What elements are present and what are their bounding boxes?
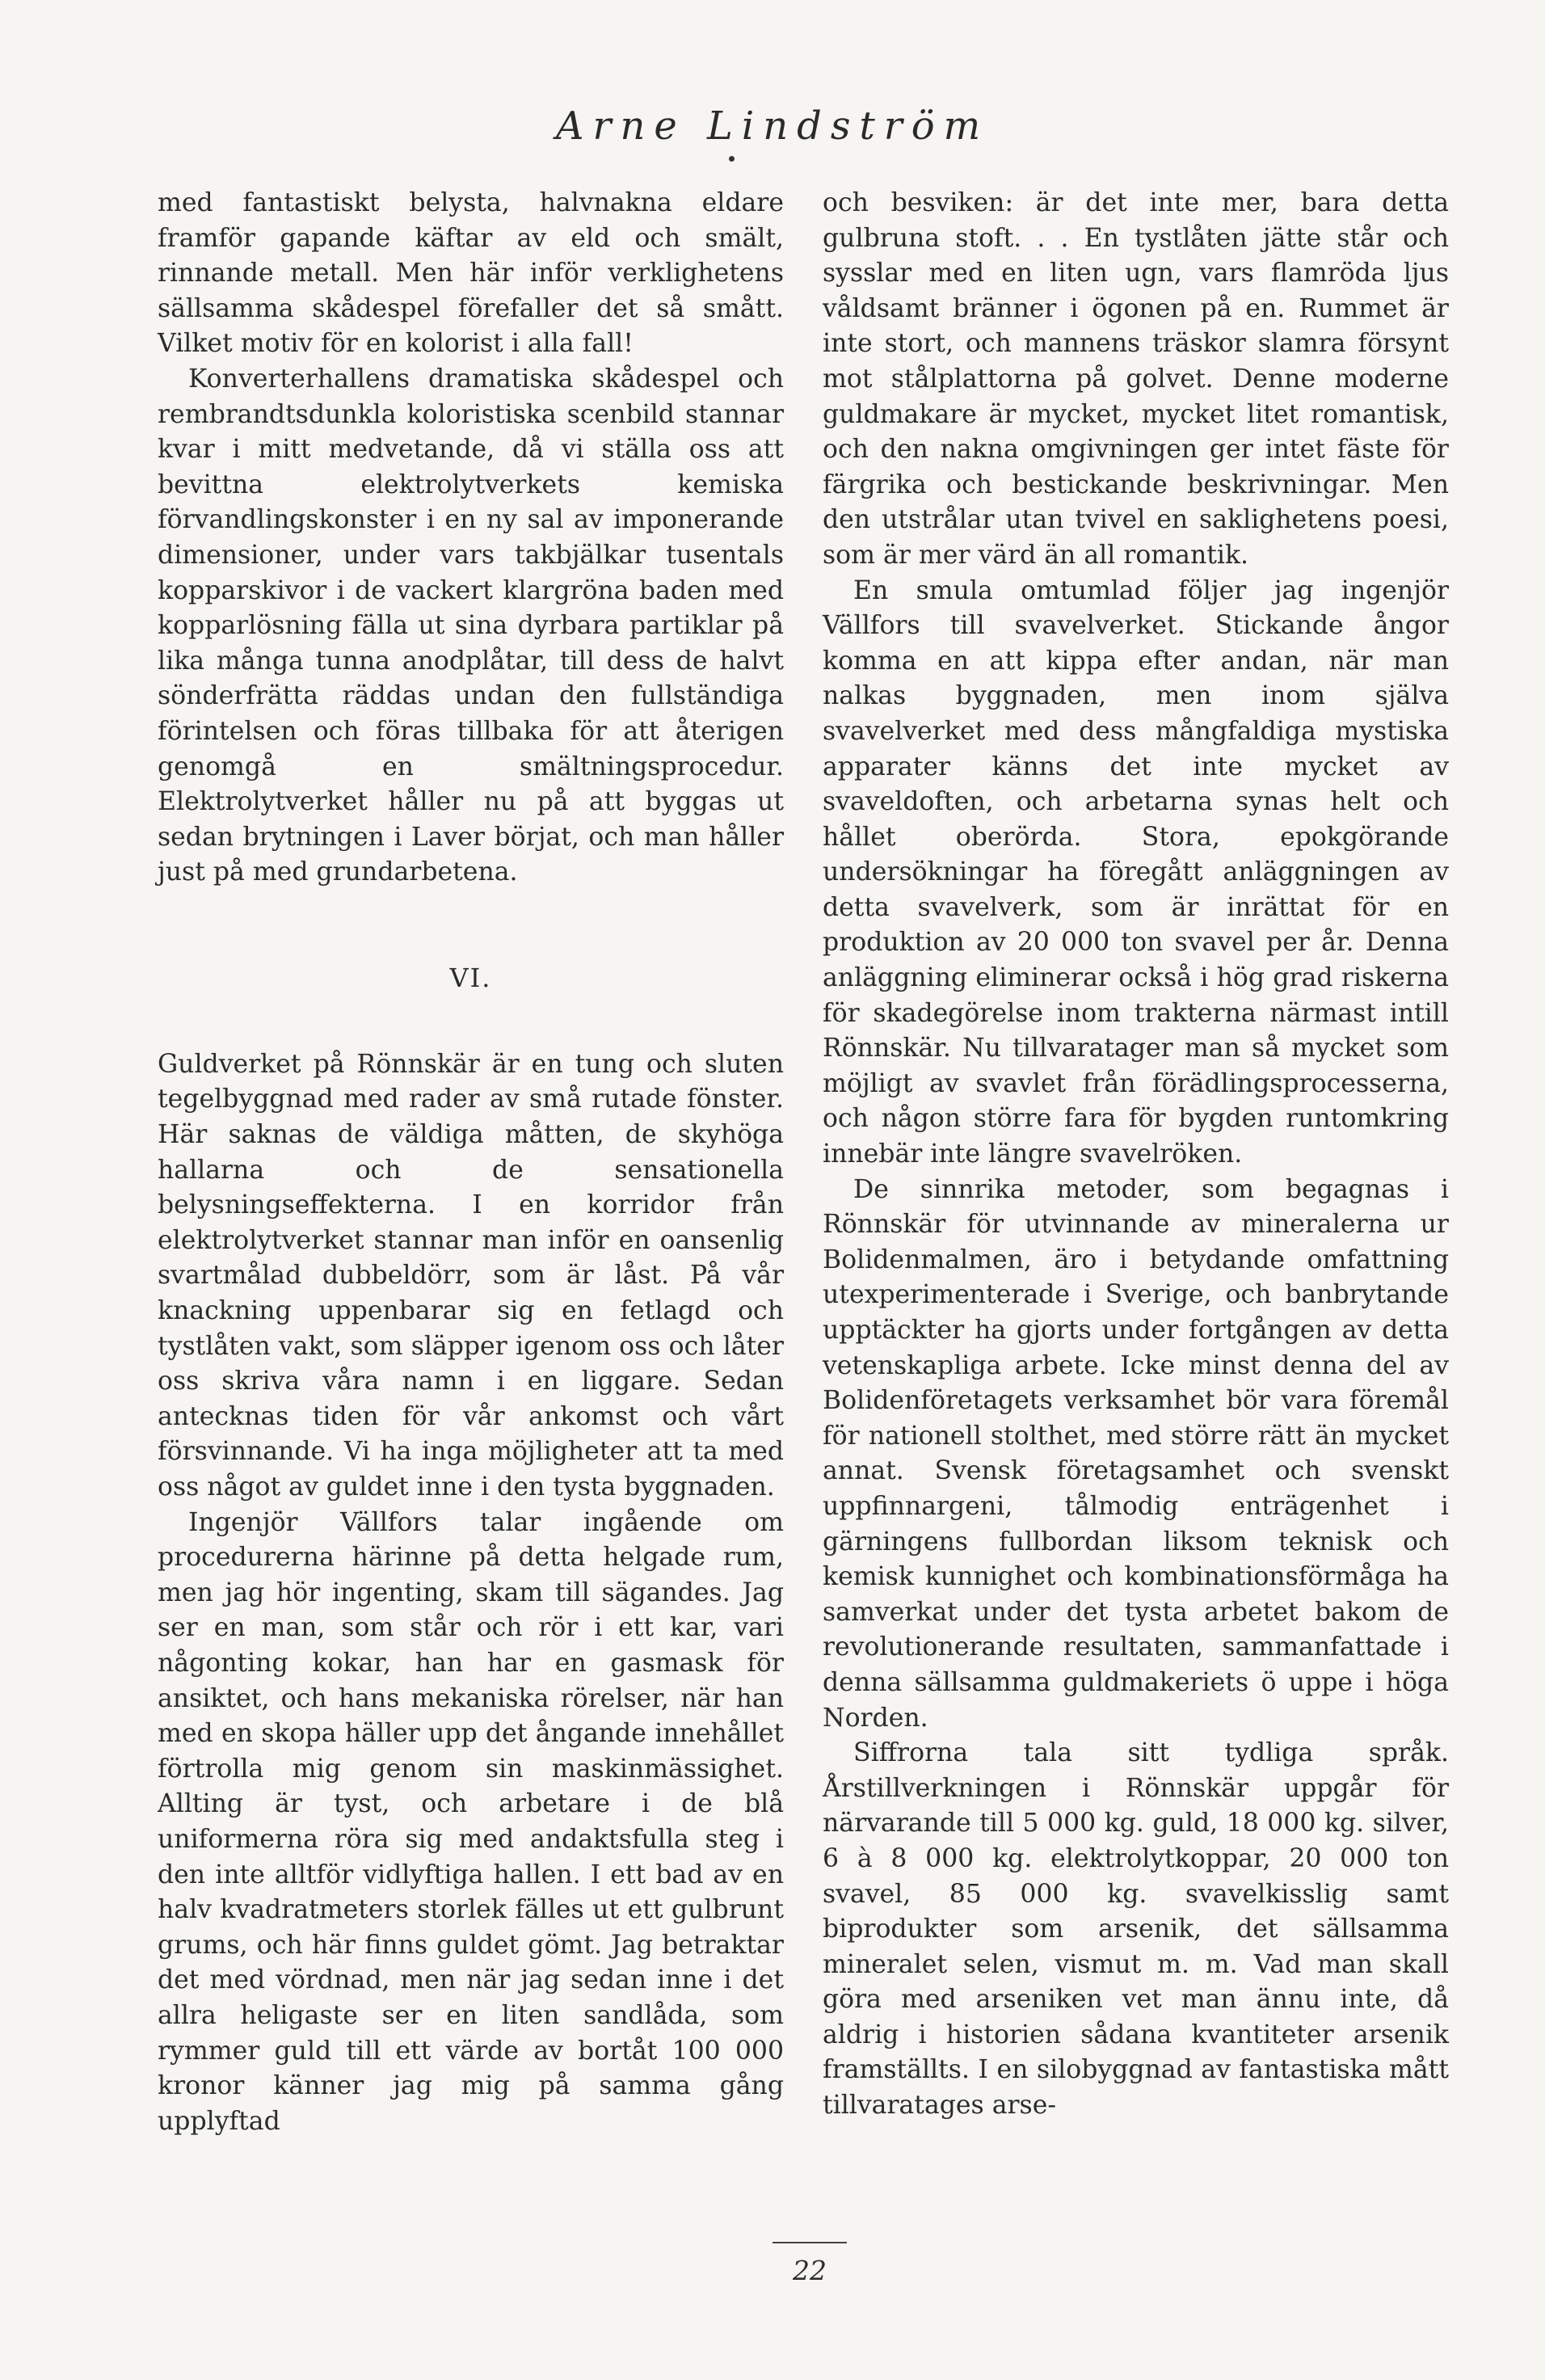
page-number: 22 xyxy=(793,2255,827,2286)
paragraph: Guldverket på Rönnskär är en tung och sluten tegelbyggnad med rader av små rutade fönster. Här saknas de väldiga måtten, de skyhöga hallarna och de sensationella belysningseffekterna. I en korridor från elektrolytverket stannar man inför en oansenlig svartmålad dubbeldörr, som är låst. På vår knackning uppenbarar sig en fetlagd och tystlåten vakt, som släpper igenom oss och låter oss skriva våra namn i en liggare. Sedan antecknas tiden för vår ankomst och vårt försvinnande. Vi ha inga möjligheter att ta med oss något av guldet inne i den tysta byggnaden. xyxy=(158,1049,784,1502)
paragraph: Konverterhallens dramatiska skådespel och rembrandtsdunkla koloristiska scenbild stannar kvar i mitt medvetande, då vi ställa oss att bevittna elektrolytverkets kemiska förvandlingskonster i en ny sal av imponerande dimensioner, under vars takbjälkar tusentals kopparskivor i de vackert klargröna baden med kopparlösning fälla ut sina dyrbara partiklar på lika många tunna anodplåtar, till dess de halvt sönderfrätta räddas undan den fullständiga förintelsen och föras tillbaka för att återigen genomgå en smältningsprocedur. Elektrolytverket håller nu på att byggas ut sedan brytningen i Laver börjat, och man håller just på med grundarbetena. xyxy=(158,364,784,887)
left-column xyxy=(158,186,784,2139)
running-head: Arne Lindström xyxy=(555,103,990,149)
paragraph: Siffrorna tala sitt tydliga språk. Årstillverkningen i Rönnskär uppgår för närvarande till 5 000 kg. guld, 18 000 kg. silver, 6 à 8 000 kg. elektrolytkoppar, 20 000 ton svavel, 85 000 kg. svavelkisslig samt biprodukter som arsenik, det sällsamma mineralet selen, vismut m. m. Vad man skall göra med arseniken vet man ännu inte, då aldrig i historien sådana kvantiteter arsenik framställts. I en silobyggnad av fantastiska mått tillvaratages arse- xyxy=(823,1738,1449,2121)
section-heading: VI. xyxy=(449,962,492,993)
paragraph: De sinnrika metoder, som begagnas i Rönnskär för utvinnande av mineralerna ur Bolidenmalmen, äro i betydande omfattning utexperimenterade i Sverige, och banbrytande upptäckter ha gjorts under fortgången av detta vetenskapliga arbete. Icke minst denna del av Bolidenföretagets verksamhet bör vara föremål för nationell stolthet, med större rätt än mycket annat. Svensk företagsamhet och svenskt uppfinnargeni, tålmodig enträgenhet i gärningens fullbordan liksom teknisk och kemisk kunnighet och kombinationsförmåga ha samverkat under det tysta arbetet bakom de revolutionerande resultaten, sammanfattade i denna sällsamma guldmakeriets ö uppe i höga Norden. xyxy=(823,1174,1449,1733)
ornament-dot xyxy=(729,156,735,162)
right-column xyxy=(823,186,1449,2124)
footer-rule xyxy=(772,2242,847,2243)
paragraph: Ingenjör Vällfors talar ingående om procedurerna härinne på detta helgade rum, men jag hör ingenting, skam till sägandes. Jag ser en man, som står och rör i ett kar, vari någonting kokar, han har en gasmask för ansiktet, och hans mekaniska rörelser, när han med en skopa häller upp det ångande innehållet förtrolla mig genom sin maskinmässighet. Allting är tyst, och arbetare i de blå uniformerna röra sig med andaktsfulla steg i den inte alltför vidlyftiga hallen. I ett bad av en halv kvadratmeters storlek fälles ut ett gulbrunt grums, och här finns guldet gömt. Jag betraktar det med vördnad, men när jag sedan inne i det allra heligaste ser en liten sandlåda, som rymmer guld till ett värde av bortåt 100 000 kronor känner jag mig på samma gång upplyftad xyxy=(158,1507,784,2136)
paragraph: med fantastiskt belysta, halvnakna eldare framför gapande käftar av eld och smält, rinnande metall. Men här inför verklighetens sällsamma skådespel förefaller det så smått. Vilket motiv för en kolorist i alla fall! xyxy=(158,188,784,359)
paragraph: och besviken: är det inte mer, bara detta gulbruna stoft. . . En tystlåten jätte står och sysslar med en liten ugn, vars flamröda ljus våldsamt bränner i ögonen på en. Rummet är inte stort, och mannens träskor slamra försynt mot stålplattorna på golvet. Denne moderne guldmakare är mycket, mycket litet romantisk, och den nakna omgivningen ger intet fäste för färgrika och bestickande beskrivningar. Men den utstrålar utan tvivel en saklighetens poesi, som är mer värd än all romantik. xyxy=(823,188,1449,570)
paragraph: En smula omtumlad följer jag ingenjör Vällfors till svavelverket. Stickande ångor komma en att kippa efter andan, när man nalkas byggnaden, men inom själva svavelverket med dess mångfaldiga mystiska apparater känns det inte mycket av svaveldoften, och arbetarna synas helt och hållet oberörda. Stora, epokgörande undersökningar ha föregått anläggningen av detta svavelverk, som är inrättat för en produktion av 20 000 ton svavel per år. Denna anläggning eliminerar också i hög grad riskerna för skadegörelse inom trakterna närmast intill Rönnskär. Nu tillvaratager man så mycket som möjligt av svavlet från förädlingsprocesserna, och någon större fara för bygden runtomkring innebär inte längre svavelröken. xyxy=(823,575,1449,1169)
